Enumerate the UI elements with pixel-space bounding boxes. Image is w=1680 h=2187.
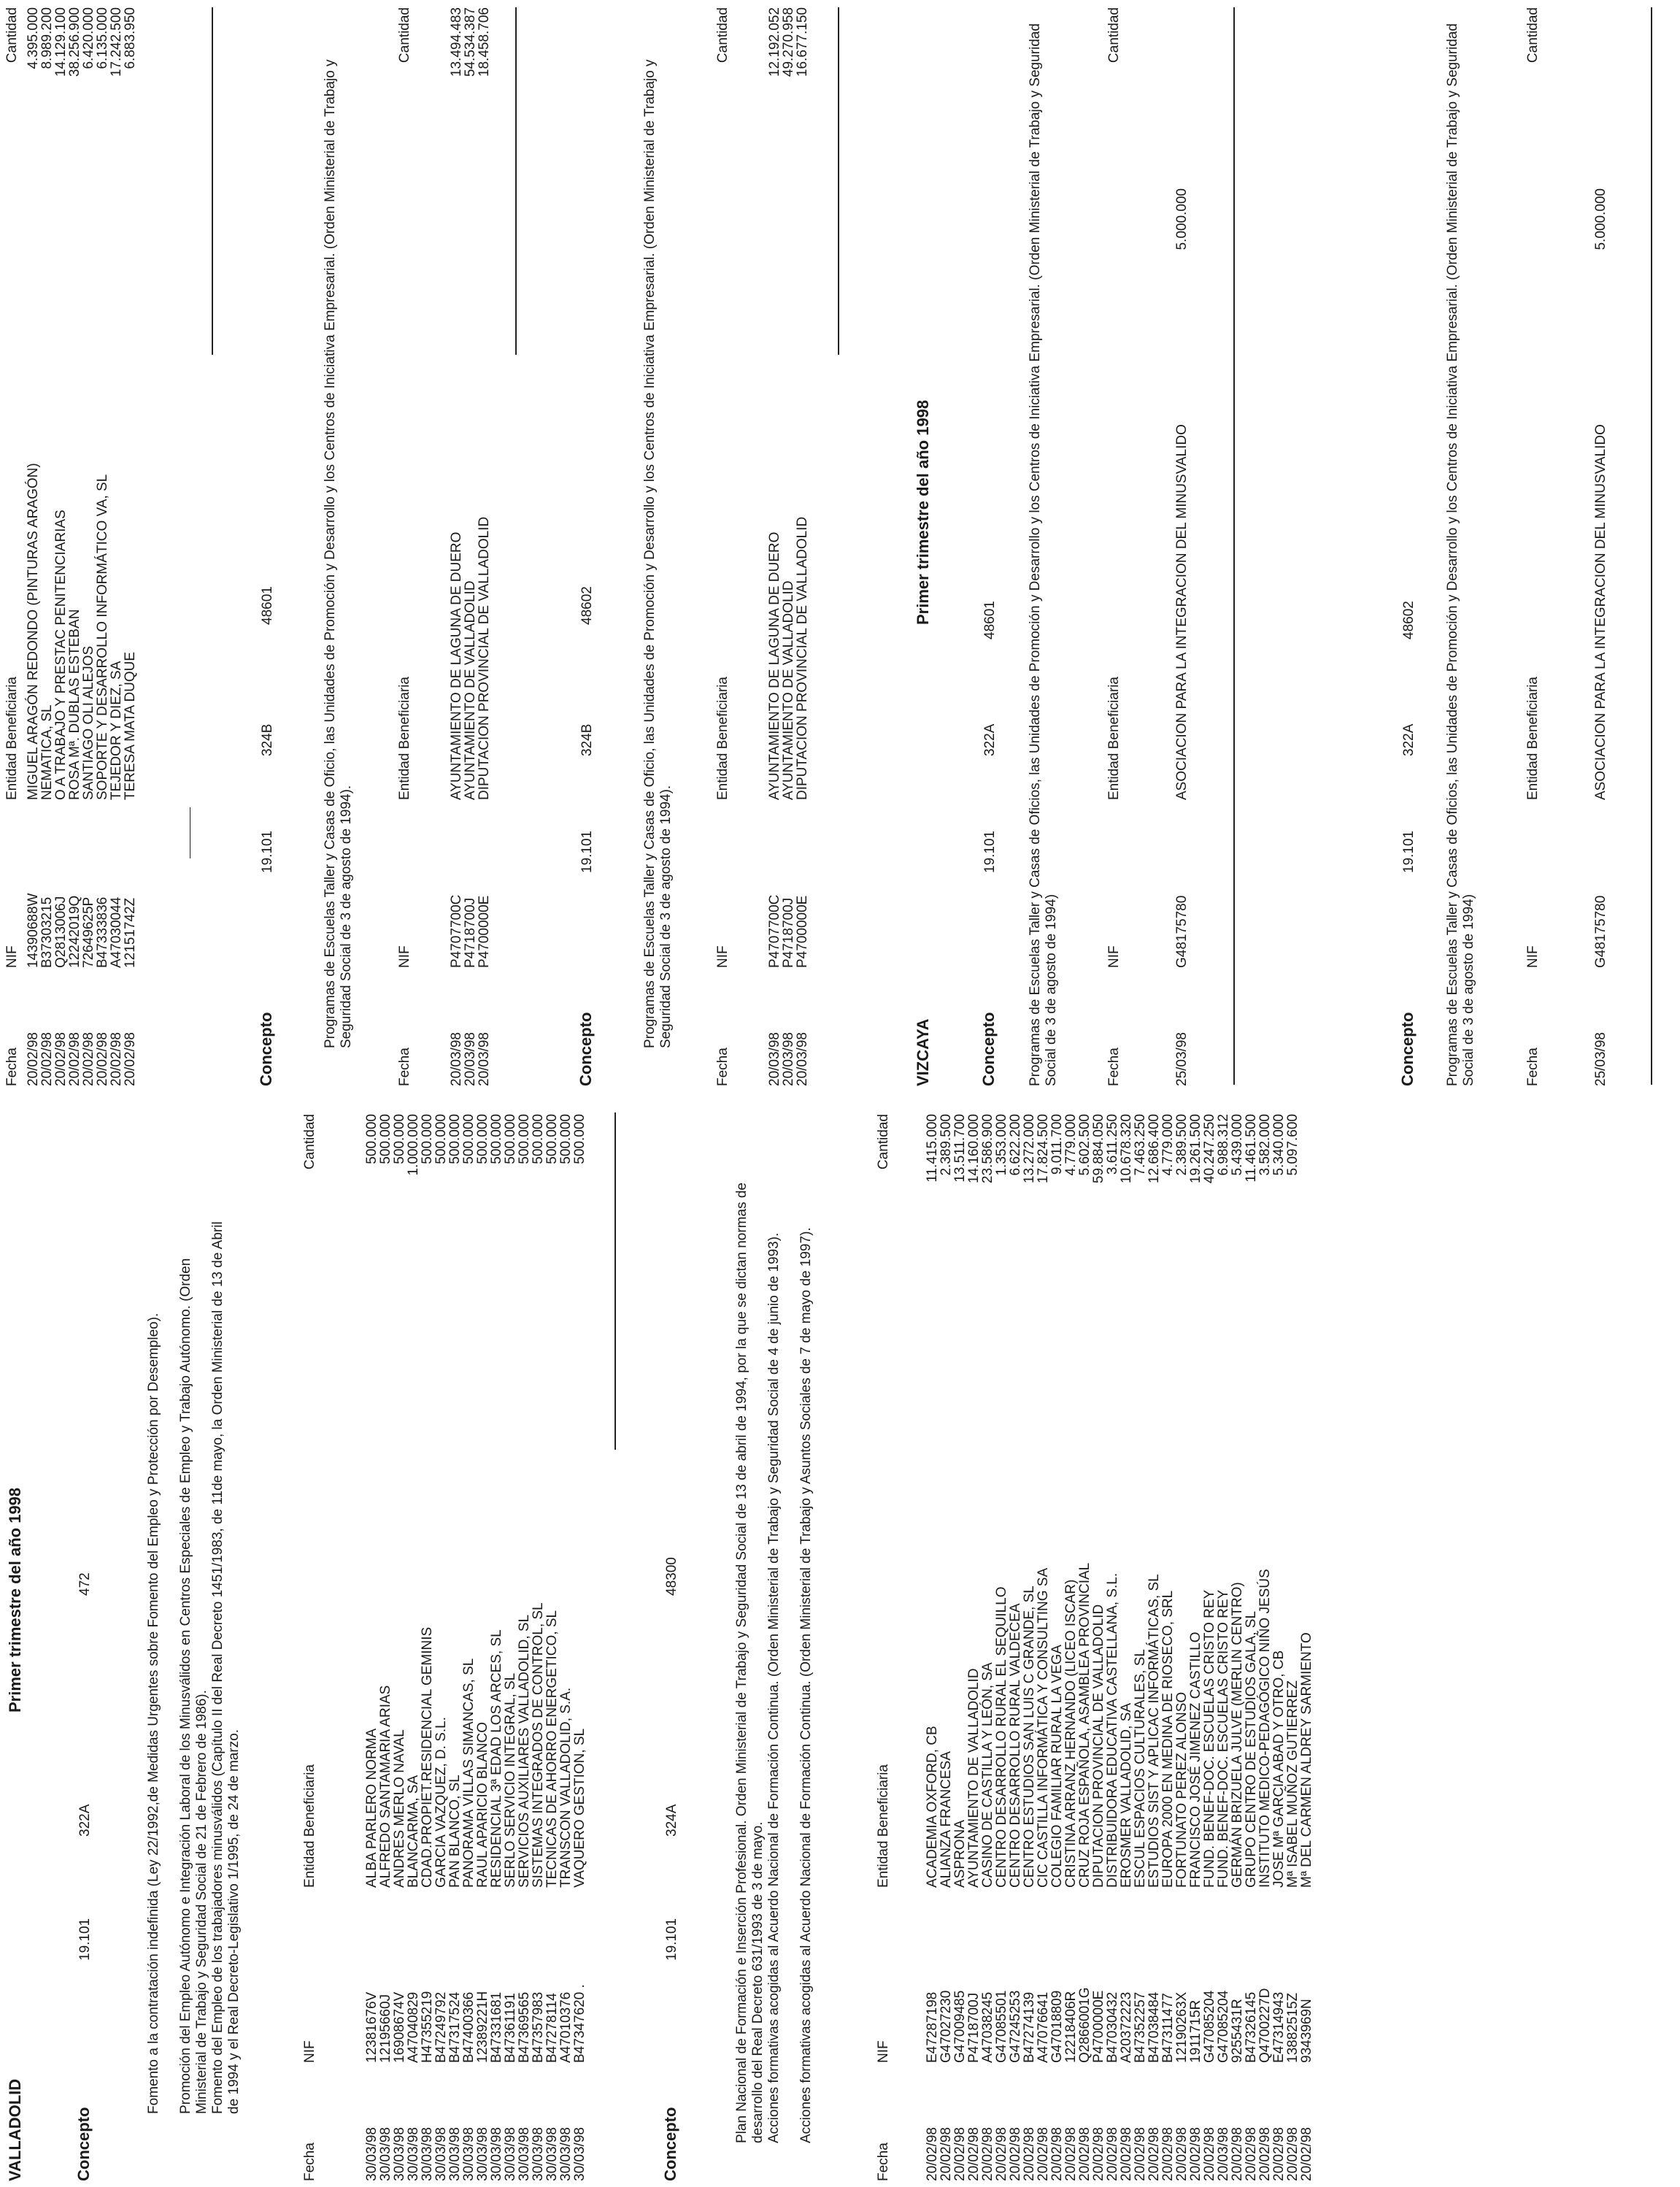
table-row: 20/02/98 A47076641 CIC CASTILLA INFORMÁTICA Y CONSULTING SA 17.824.500	[1036, 1114, 1051, 2181]
header-fecha: Fecha	[4, 1048, 20, 1086]
concept-description-1: Plan Nacional de Formación e Inserción Profesional. Orden Ministerial de Trabajo y Seguridad Social de 13 de abril de 1994, por la que se dictan normas de desarrollo del Real Decreto 631/1993 de 3 de mayo.	[734, 1183, 766, 2143]
table-valladolid-48300-continued	[26, 7, 137, 1086]
table-row: 30/03/98 B47361191 SERLO SERVICIO INTEGRAL, SL 500.000	[503, 1114, 518, 2181]
table-valladolid-472	[365, 1114, 587, 2181]
table-row: 20/02/98 G47018809 COLEGIO FAMILIAR RURAL LA VEGA 9.011.700	[1049, 1114, 1065, 2181]
concept-description: Programas de Escuelas Taller y Casas de Oficios, las Unidades de Promoción y Desarrollo y los Centros de Iniciativa Empresarial. (Orden Ministerial de Trabajo y Seguridad Social de 3 de agosto de 1994)	[1028, 23, 1059, 1086]
table-row: 30/03/98 B47347620 . VAQUERO GESTION, SL 500.000	[572, 1114, 587, 2181]
column-right	[0, 0, 1680, 1092]
concept-label: Concepto	[74, 2107, 93, 2181]
table-row: 20/02/98 A47038245 CASINO DE CASTILLA Y LEÓN, SA 23.586.900	[980, 1114, 995, 2181]
table-row: 20/02/98 Q2866001G CRUZ ROJA ESPAÑOLA, ASAMBLEA PROVINCIAL 5.602.500	[1077, 1114, 1093, 2181]
concept-description: Programas de Escuelas Taller y Casas de Oficio, las Unidades de Promoción y Desarrollo y los Centros de Iniciativa Empresarial. (Orden Ministerial de Trabajo y Seguridad Social de 3 de agosto de 1994).	[642, 59, 674, 1048]
table-row: 20/02/98 G47027230 ALIANZA FRANCESA 2.389.500	[939, 1114, 954, 2181]
table-row: 30/03/98 A47040829 BLANCARMA, SA 1.000.000	[406, 1114, 421, 2181]
table-row: 30/03/98 H47355219 CDAD.PROPIET.RESIDENCIAL GEMINIS 500.000	[420, 1114, 435, 2181]
table-valladolid-48300	[925, 1114, 1314, 2181]
table-row: 20/02/98 G47085501 CENTRO DESARROLLO RURAL EL SEQUILLO 1.353.000	[994, 1114, 1009, 2181]
header-nif: NIF	[876, 2040, 891, 2063]
section-divider	[1651, 7, 1652, 1085]
table-row: 20/03/98 P4700000E DIPUTACION PROVINCIAL DE VALLADOLID 16.677.150	[795, 7, 810, 1086]
concept-description: Programas de Escuelas Taller y Casas de Oficios, las Unidades de Promoción y Desarrollo y los Centros de Iniciativa Empresarial. (Orden Ministerial de Trabajo y Seguridad Social de 3 de agosto de 1994)	[1445, 23, 1476, 1086]
section-divider	[515, 7, 517, 355]
header-nif: NIF	[715, 945, 731, 968]
header-fecha: Fecha	[715, 1048, 731, 1086]
table-row: 20/02/98 G47009485 ASPRONA 13.511.700	[952, 1114, 968, 2181]
section-divider	[838, 7, 839, 355]
table-row: 20/02/98 13882515Z Mª ISABEL MUÑOZ GUTIERREZ 5.097.600	[1285, 1114, 1301, 2181]
table-row: 30/03/98 B47331681 RESIDENCIAL 3ª EDAD LOS ARCES, SL 500.000	[489, 1114, 504, 2181]
section-divider	[614, 1112, 616, 1450]
table-row: 20/02/98 12151742Z TERESA MATA DUQUE 6.883.950	[123, 7, 138, 1086]
concept-label: Concepto	[661, 2107, 679, 2181]
concept-code-organism: 19.101	[982, 830, 998, 873]
table-row: 30/03/98 A47010376 TRANSCON VALLADOLID, S.A. 500.000	[558, 1114, 574, 2181]
header-entidad: Entidad Beneficiaria	[1525, 677, 1541, 800]
table-row: 20/02/98 G47245253 CENTRO DESARROLLO RURAL VALDECEA 6.622.200	[1008, 1114, 1023, 2181]
header-entidad: Entidad Beneficiaria	[876, 1764, 891, 1888]
header-fecha: Fecha	[876, 2142, 891, 2181]
concept-description-2: Promoción del Empleo Autónomo e Integración Laboral de los Minusválidos en Centros Especiales de Empleo y Trabajo Autónomo. (Orden Ministerial de Trabajo y Seguridad Social de 21 de Febrero de 1986).	[178, 1258, 209, 2114]
table-vizcaya-48602	[1594, 7, 1608, 1086]
table-row: 20/02/98 A20372223 EROSMER VALLADOLID, SA 10.678.320	[1119, 1114, 1134, 2181]
concept-code-organism: 19.101	[664, 1918, 679, 1961]
province-title: VALLADOLID	[6, 2078, 24, 2181]
table-row: 20/02/98 E47314943 JOSE Mª GARCIA ABAD Y OTRO, CB 5.340.000	[1271, 1114, 1287, 2181]
table-48601	[450, 7, 491, 1086]
table-row: 20/02/98 B47326145 GRUPO CENTRO DE ESTUDIOS GALA, SL 11.461.500	[1244, 1114, 1259, 2181]
table-row: 20/03/98 G47085204 FUND. BENEF-DOC. ESCUELAS CRISTO REY 6.988.312	[1216, 1114, 1231, 2181]
table-row: 30/03/98 B47400366 PANORAMA VILLAS SIMANCAS, SL 500.000	[461, 1114, 477, 2181]
concept-description-3: Acciones formativas acogidas al Acuerdo Nacional de Formación Continua. (Orden Ministerial de Trabajo y Asuntos Sociales de 7 de mayo de 1997).	[798, 1227, 814, 2143]
concept-description-2: Acciones formativas acogidas al Acuerdo Nacional de Formación Continua. (Orden Ministerial de Trabajo y Seguridad Social de 4 de junio de 1993).	[766, 1232, 782, 2143]
concept-code-organism: 19.101	[579, 830, 595, 873]
concept-code-subconcept: 48601	[982, 601, 998, 639]
concept-code-program: 322A	[1401, 723, 1417, 756]
header-cantidad: Cantidad	[876, 1114, 891, 1170]
table-row: 20/02/98 A47030044 TEJEDOR Y DIEZ, SA 17.242.500	[109, 7, 124, 1086]
table-row: 20/03/98 P4700000E DIPUTACION PROVINCIAL DE VALLADOLID 18.458.706	[477, 7, 492, 1086]
table-row: 20/02/98 G47085204 FUND. BENEF-DOC. ESCUELAS CRISTO REY 40.247.250	[1202, 1114, 1217, 2181]
concept-code-subconcept: 48300	[664, 1557, 679, 1596]
concept-description: Programas de Escuelas Taller y Casas de Oficio, las Unidades de Promoción y Desarrollo y los Centros de Iniciativa Empresarial. (Orden Ministerial de Trabajo y Seguridad Social de 3 de agosto de 1994).	[323, 59, 354, 1048]
table-row: 20/02/98 12242019Q ROSA Mª. DUBLAS ESTEBAN 38.256.900	[67, 7, 82, 1086]
header-nif: NIF	[397, 945, 412, 968]
table-row: 30/03/98 12381676V ALBA PARLERO NORMA 500.000	[364, 1114, 379, 2181]
concept-code-program: 324B	[579, 723, 595, 756]
column-valladolid	[0, 1107, 1680, 2187]
concept-label: Concepto	[1398, 1012, 1417, 1086]
concept-code-organism: 19.101	[77, 1918, 93, 1961]
table-row: 20/02/98 B47038484 ESTUDIOS SIST Y APLICAC INFORMÁTICAS, SL 12.686.400	[1147, 1114, 1162, 2181]
table-row: 30/03/98 B47249792 GARCIA VAZQUEZ, D. S.L. 500.000	[434, 1114, 449, 2181]
header-nif: NIF	[1106, 945, 1122, 968]
header-cantidad: Cantidad	[715, 7, 731, 64]
table-row: 20/02/98 B47274139 CENTRO ESTUDIOS SAN LUIS C GRANDE, SL 13.272.000	[1022, 1114, 1037, 2181]
header-nif: NIF	[1525, 945, 1541, 968]
table-row: 30/03/98 B47369565 SERVICIOS AUXILIARES VALLADOLID, SL 500.000	[517, 1114, 532, 2181]
concept-code-program: 324B	[260, 723, 275, 756]
concept-code-program: 322A	[982, 723, 998, 756]
table-row: 20/03/98 P4718700J AYUNTAMIENTO DE VALLADOLID 54.534.387	[463, 7, 478, 1086]
table-row: 20/02/98 9343969N Mª DEL CARMEN ALDREY SARMIENTO	[1299, 1632, 1314, 2181]
header-nif: NIF	[4, 945, 20, 968]
table-48602	[768, 7, 809, 1086]
concept-code-organism: 19.101	[1401, 830, 1417, 873]
header-entidad: Entidad Beneficiaria	[1106, 677, 1122, 800]
table-row: 20/02/98 14390688W MIGUEL ARAGÓN REDONDO (PINTURAS ARAGÓN) 4.395.000	[26, 7, 41, 1086]
table-row: 20/02/98 P4718700J AYUNTAMIENTO DE VALLADOLID 14.160.000	[966, 1114, 982, 2181]
period-title: Primer trimestre del año 1998	[6, 1487, 24, 1713]
header-cantidad: Cantidad	[302, 1114, 317, 1170]
table-row: 30/03/98 B47357983 SISTEMAS INTEGRADOS DE CONTROL, SL 500.000	[531, 1114, 546, 2181]
table-row: 20/02/98 12190263X FORTUNATO PEREZ ALONSO 2.389.500	[1174, 1114, 1190, 2181]
concept-code-subconcept: 48601	[260, 586, 275, 625]
period-title: Primer trimestre del año 1998	[914, 399, 932, 625]
table-row: 20/02/98 B47333836 SOPORTE Y DESARROLLO INFORMÁTICO VA, SL 6.135.000	[95, 7, 110, 1086]
table-row: 30/03/98 B47278114 TECNICAS DE AHORRO ENERGETICO, SL 500.000	[544, 1114, 560, 2181]
section-divider	[212, 7, 213, 355]
table-row: 30/03/98 16908674V ANDRES MERLO NAVAL 500.000	[392, 1114, 407, 2181]
concept-label: Concepto	[577, 1012, 595, 1086]
table-row: 25/03/98 G48175780 ASOCIACION PARA LA INTEGRACION DEL MINUSVALIDO 5.000.000	[1593, 188, 1608, 1086]
table-row: 20/03/98 P4707700C AYUNTAMIENTO DE LAGUNA DE DUERO 12.192.052	[767, 7, 782, 1086]
table-row: 20/03/98 P4707700C AYUNTAMIENTO DE LAGUNA DE DUERO 13.494.483	[449, 7, 464, 1086]
concept-code-organism: 19.101	[260, 830, 275, 873]
concept-code-program: 324A	[664, 1804, 679, 1837]
table-row: 30/03/98 B47317524 PAN BLANCO, SL 500.000	[447, 1114, 463, 2181]
province-title: VIZCAYA	[914, 1018, 932, 1086]
header-cantidad: Cantidad	[4, 7, 20, 64]
concept-code-program: 322A	[77, 1804, 93, 1837]
table-row: 30/03/98 12195660J ALFREDO SANTAMARIA ARIAS 500.000	[378, 1114, 393, 2181]
concept-description-1: Fomento a la contratación indefinida (Ley 22/1992,de Medidas Urgentes sobre Fomento del Empleo y Protección por Desempleo).	[146, 1312, 161, 2114]
header-entidad: Entidad Beneficiaria	[302, 1764, 317, 1888]
header-entidad: Entidad Beneficiaria	[4, 677, 20, 800]
table-row: 20/02/98 Q4700227D INSTITUTO MEDICO-PEDAGÓGICO NIÑO JESÚS 3.582.000	[1257, 1114, 1273, 2181]
concept-code-subconcept: 48602	[1401, 601, 1417, 639]
header-cantidad: Cantidad	[397, 7, 412, 64]
table-row: 20/02/98 Q2813006J O A TRABAJO Y PRESTAC PENITENCIARIAS 14.129.100	[53, 7, 69, 1086]
concept-description-3: Fomento del Empleo de los trabajadores minusválidos (Capítulo II del Real Decreto 1451/1983, de 11de mayo, la Orden Ministerial de 13 de Abril de 1994 y el Real Decreto-Legislativo 1/1995, de 24 de marzo.	[210, 1221, 242, 2114]
table-row: 20/02/98 B47311477 EUROPA 2000 EN MEDINA DE RIOSECO, SRL 4.779.000	[1160, 1114, 1176, 2181]
concept-code-subconcept: 48602	[579, 586, 595, 625]
table-row: 20/02/98 9255431R GERMÁN BRIZUELA JULVE (MERLIN CENTRO) 5.439.000	[1230, 1114, 1245, 2181]
header-fecha: Fecha	[397, 1048, 412, 1086]
header-cantidad: Cantidad	[1525, 7, 1541, 64]
table-row: 20/02/98 P4700000E DIPUTACION PROVINCIAL DE VALLADOLID 59.884.050	[1091, 1114, 1106, 2181]
table-row: 20/02/98 12218406R CRISTINA ARRANZ HERNANDO (LICEO ISCAR) 4.779.000	[1063, 1114, 1079, 2181]
table-vizcaya-48601	[1175, 7, 1189, 1086]
header-cantidad: Cantidad	[1106, 7, 1122, 64]
table-row: 20/02/98 1911715R FRANCISCO JOSÉ JIMENEZ CASTILLO 19.261.500	[1188, 1114, 1203, 2181]
header-fecha: Fecha	[302, 2142, 317, 2181]
table-row: 30/03/98 12389221H RAUL APARICIO BLANCO 500.000	[475, 1114, 490, 2181]
table-row: 20/03/98 P4718700J AYUNTAMIENTO DE VALLADOLID 49.270.958	[781, 7, 796, 1086]
table-row: 20/02/98 B47352257 ESCUL ESPACIOS CULTURALES, SL 7.463.250	[1133, 1114, 1148, 2181]
header-entidad: Entidad Beneficiaria	[715, 677, 731, 800]
concept-label: Concepto	[257, 1012, 275, 1086]
section-divider	[1233, 7, 1235, 1085]
header-fecha: Fecha	[1525, 1048, 1541, 1086]
header-entidad: Entidad Beneficiaria	[397, 677, 412, 800]
header-fecha: Fecha	[1106, 1048, 1122, 1086]
table-row: 20/02/98 B47030432 DISTRIBUIDORA EDUCATIVA CASTELLANA, S.L. 3.611.250	[1105, 1114, 1120, 2181]
concept-label: Concepto	[979, 1012, 998, 1086]
table-row: 20/02/98 72649625P SANTIAGO OLI ALEJOS 6.420.000	[81, 7, 96, 1086]
table-row: 20/02/98 E47287198 ACADEMIA OXFORD, CB 11.415.000	[925, 1114, 940, 2181]
concept-code-subconcept: 472	[77, 1572, 93, 1596]
header-nif: NIF	[302, 2040, 317, 2063]
table-row: 20/02/98 B37303215 NEMATICA, SL 8.989.200	[39, 7, 55, 1086]
table-row: 25/03/98 G48175780 ASOCIACION PARA LA INTEGRACION DEL MINUSVALIDO 5.000.000	[1174, 188, 1190, 1086]
